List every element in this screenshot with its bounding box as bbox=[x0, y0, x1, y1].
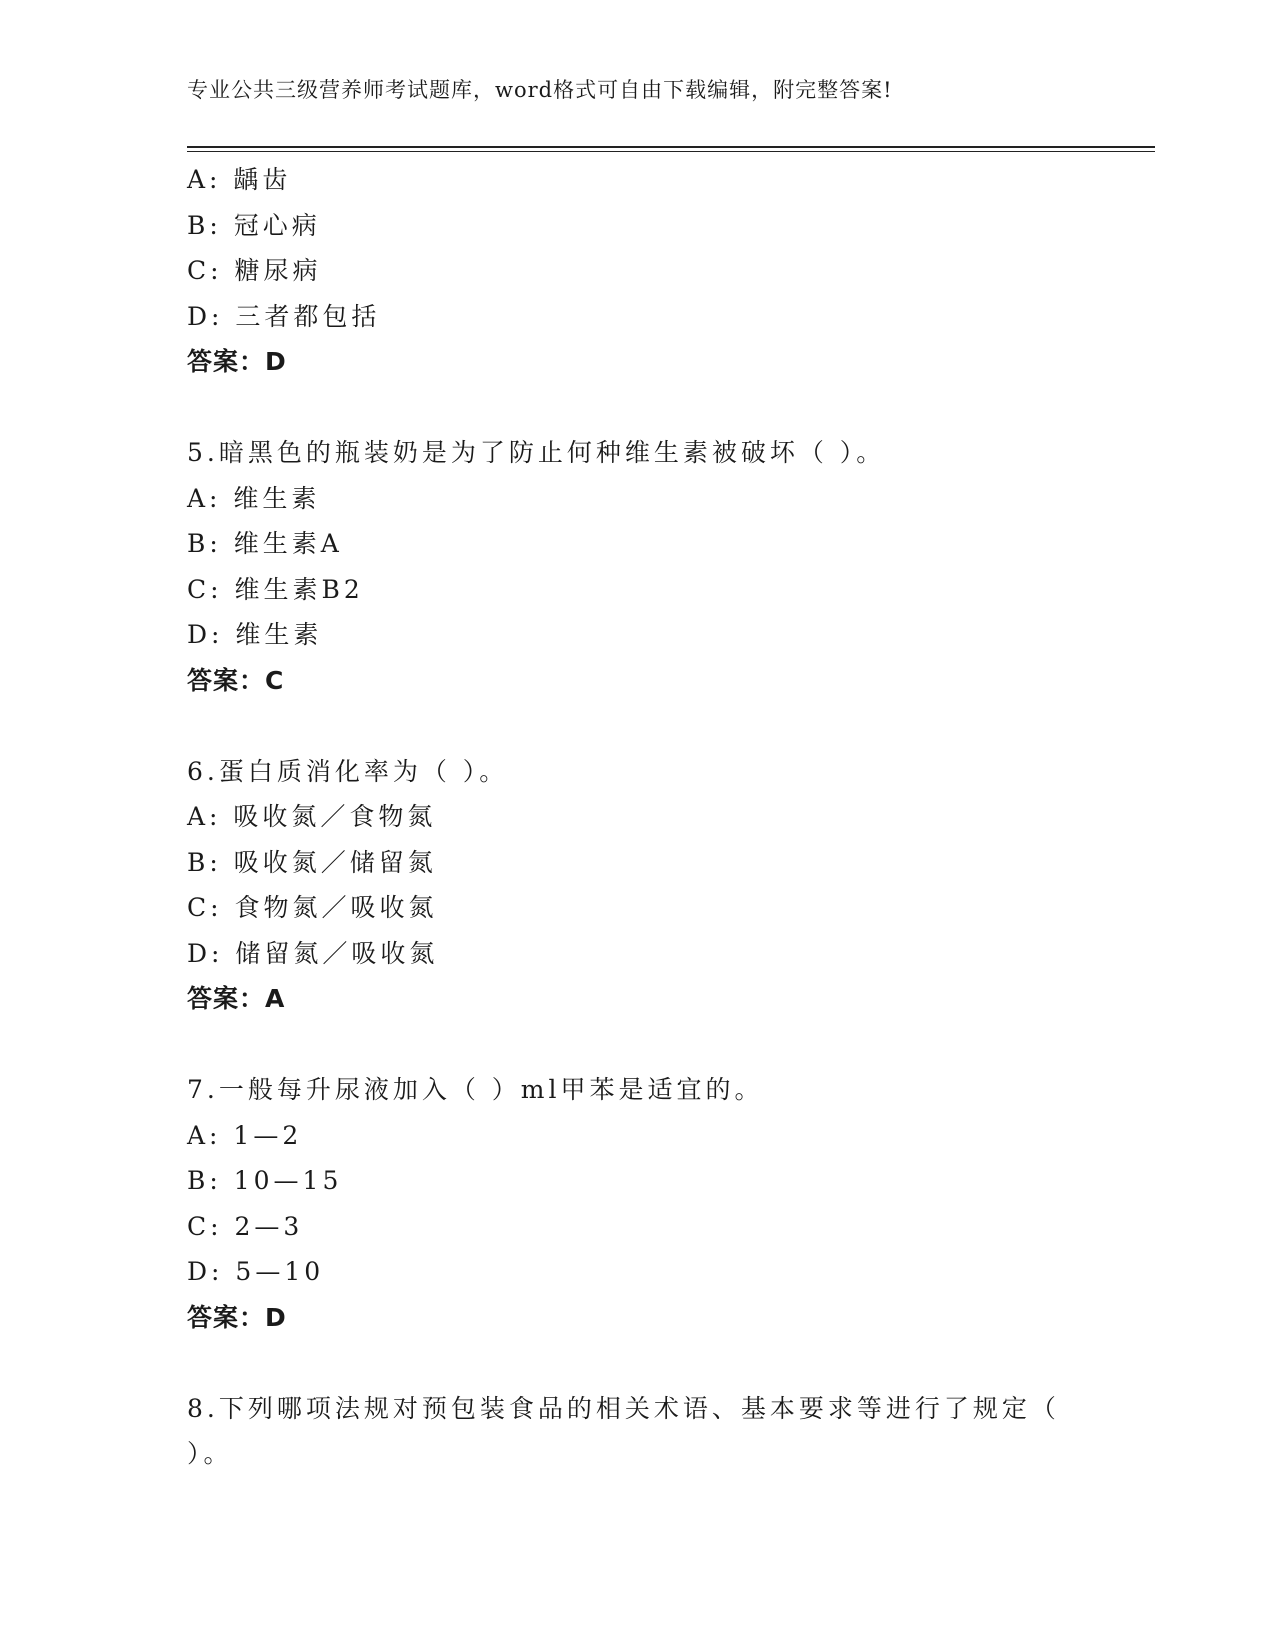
option-c: C: 维生素B2 bbox=[187, 574, 364, 604]
answer: 答案：D bbox=[187, 347, 287, 376]
question-7 bbox=[187, 1067, 1087, 1340]
question-5 bbox=[187, 430, 1087, 703]
question-stem: 6.蛋白质消化率为（ ）。 bbox=[187, 756, 509, 786]
option-a: A: 龋齿 bbox=[187, 165, 292, 194]
option-d: D: 维生素 bbox=[187, 620, 323, 649]
question-stem: 8.下列哪项法规对预包装食品的相关术语、基本要求等进行了规定（ ）。 bbox=[187, 1393, 1060, 1468]
question-stem: 5.暗黑色的瓶装奶是为了防止何种维生素被破坏（ ）。 bbox=[187, 438, 886, 467]
option-c: C: 糖尿病 bbox=[187, 256, 322, 285]
question-stem: 7.一般每升尿液加入（ ）ml甲苯是适宜的。 bbox=[187, 1075, 764, 1104]
option-d: D: 5—10 bbox=[187, 1257, 325, 1286]
option-b: B: 冠心病 bbox=[187, 210, 321, 240]
answer: 答案：C bbox=[187, 665, 285, 695]
option-d: D: 三者都包括 bbox=[187, 301, 381, 331]
question-4-options bbox=[187, 157, 1087, 385]
option-b: B: 吸收氮／储留氮 bbox=[187, 847, 437, 877]
option-a: A: 1—2 bbox=[187, 1120, 303, 1150]
option-c: C: 2—3 bbox=[187, 1211, 304, 1241]
spacer bbox=[187, 703, 1087, 749]
option-a: A: 维生素 bbox=[187, 483, 321, 513]
option-b: B: 10—15 bbox=[187, 1166, 343, 1195]
question-8 bbox=[187, 1386, 1087, 1477]
answer: 答案：A bbox=[187, 984, 286, 1013]
header-divider bbox=[187, 146, 1155, 152]
option-b: B: 维生素A bbox=[187, 529, 343, 558]
answer: 答案：D bbox=[187, 1302, 287, 1332]
page-header: 专业公共三级营养师考试题库，word格式可自由下载编辑，附完整答案! bbox=[187, 78, 893, 102]
question-list bbox=[187, 157, 1087, 1477]
spacer bbox=[187, 1022, 1087, 1068]
spacer bbox=[187, 385, 1087, 431]
question-6 bbox=[187, 749, 1087, 1022]
option-a: A: 吸收氮／食物氮 bbox=[187, 802, 437, 831]
option-d: D: 储留氮／吸收氮 bbox=[187, 938, 439, 968]
spacer bbox=[187, 1340, 1087, 1386]
option-c: C: 食物氮／吸收氮 bbox=[187, 893, 438, 922]
